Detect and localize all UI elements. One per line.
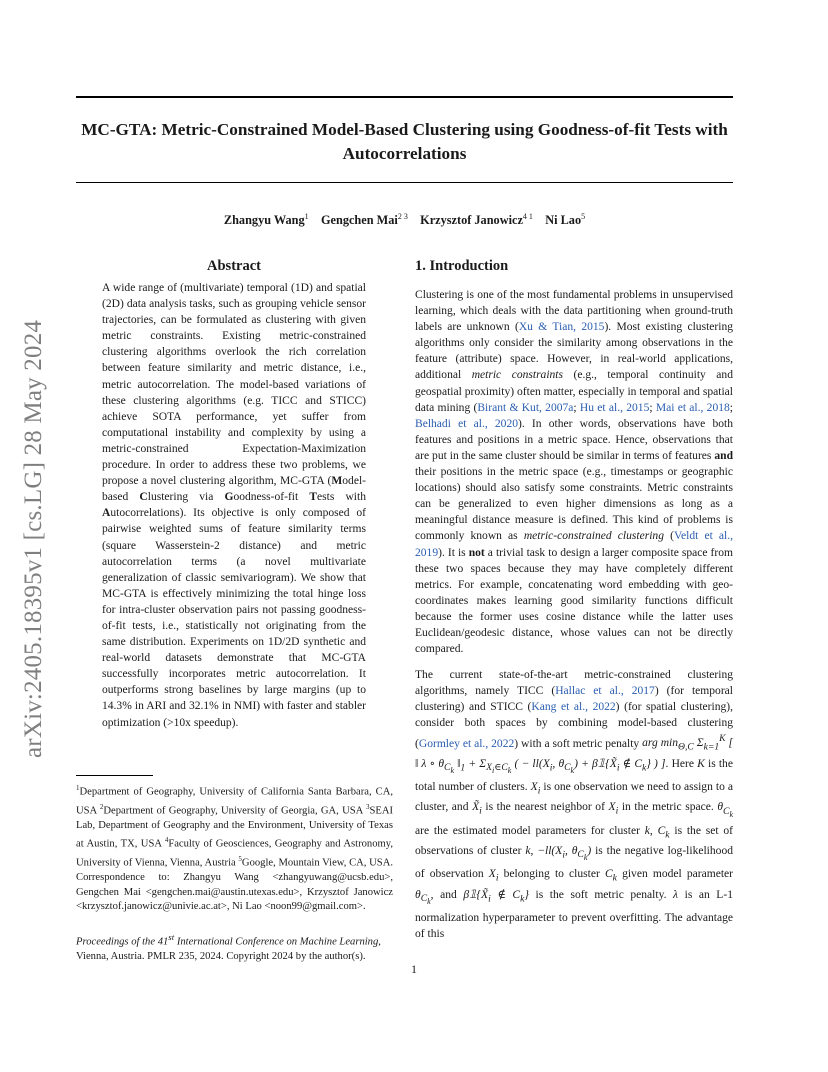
citation-link[interactable]: Kang et al., 2022: [531, 701, 616, 714]
author-name: Krzysztof Janowicz: [420, 213, 523, 228]
title-rule-top: [76, 96, 733, 98]
author-affiliation: 4 1: [522, 212, 533, 221]
citation-link[interactable]: Birant & Kut, 2007a: [477, 401, 574, 414]
introduction-column: [415, 287, 733, 952]
citation-link[interactable]: Gormley et al., 2022: [418, 737, 515, 750]
proceedings-notice: Proceedings of the 41st International Conference on Machine Learning, Vienna, Austria. PMLR 235, 2024. Copyright 2024 by the author(s).: [76, 932, 381, 962]
intro-paragraph-2: The current state-of-the-art metric-constrained clustering algorithms, namely TICC (Hallac et al., 2017) (for temporal clustering) and STICC (Kang et al., 2022) (for spatial clustering), consider both spaces by combining model-based clustering (Gormley et al., 2022) with a soft metric penalty arg $\min_{\Theta,C} \Sigma_{k=1}^K$ [ ‖ λ ∘ $\theta_{C_k}$ $‖_1 + \Sigma_{X_i\in C_k}$ ( − $ll(X_i$, $\theta_{C_k}$) + $\beta 𝟙\{X̃_i$ ∉ $C_k$} ) ]. Here K is the total number of clusters. $X_i$ is one observation we need to assign to a cluster, and $X̃_i$ is the nearest neighbor of $X_i$ in the metric space. $\theta_{C_k}$ are the estimated model parameters for cluster k, $C_k$ is the set of observations of cluster k, $-ll(X_i$, $\theta_{C_k}$) is the negative log-likelihood of observation $X_i$ belonging to cluster $C_k$ given model parameter $\theta_{C_k}$, and $\beta 𝟙\{X̃_i$ ∉ $C_k$} is the soft metric penalty. λ is an L-1 normalization hyperparameter to prevent overfitting. The advantage of this: [415, 669, 734, 941]
citation-link[interactable]: Veldt et al., 2019: [415, 530, 734, 559]
footnote-divider: [76, 775, 153, 776]
abstract-body: A wide range of (multivariate) temporal (1D) and spatial (2D) data analysis tasks, such as grouping vehicle sensor trajectories, can be formulated as clustering with given metric constraints. Existing metric-constrained clustering algorithms overlook the rich correlation between feature similarity and metric distance, i.e., metric autocorrelation. The model-based variations of these clustering algorithms (e.g. TICC and STICC) achieve SOTA performance, yet suffer from computational instability and complexity by using a metric-constrained Expectation-Maximization procedure. In order to address these two problems, we propose a novel clustering algorithm, MC-GTA (Model-based Clustering via Goodness-of-fit Tests with Autocorrelations). Its objective is only composed of pairwise weighted sums of feature similarity terms (square Wasserstein-2 distance) and metric autocorrelation terms (a novel multivariate generalization of classic semivariogram). We show that MC-GTA is effectively minimizing the total hinge loss for intra-cluster observation pairs not passing goodness-of-fit tests, i.e., statistically not originating from the same distribution. Experiments on 1D/2D synthetic and real-world datasets demonstrate that MC-GTA successfully incorporates metric autocorrelation. It outperforms strong baselines by large margins (up to 14.3% in ARI and 32.1% in NMI) with faster and stabler optimization (>10x speedup).: [102, 282, 366, 729]
author-name: Zhangyu Wang: [223, 213, 305, 228]
author-name: Gengchen Mai: [320, 213, 398, 228]
author-name: Ni Lao: [545, 213, 582, 228]
author-affiliation: 5: [581, 212, 586, 221]
citation-link[interactable]: Mai et al., 2018: [655, 401, 730, 414]
author-affiliation: 1: [304, 212, 309, 221]
arxiv-identifier-stamp: arXiv:2405.18395v1 [cs.LG] 28 May 2024: [20, 319, 47, 758]
author-list: [76, 212, 733, 228]
citation-link[interactable]: Hallac et al., 2017: [555, 685, 655, 698]
paper-title: MC-GTA: Metric-Constrained Model-Based Clustering using Goodness-of-fit Tests with Autocorrelations: [81, 120, 728, 163]
objective-equation: arg $\min_{\Theta,C} \Sigma_{k=1}^K$ [ ‖ λ ∘ $\theta_{C_k}$ $‖_1 + \Sigma_{X_i\in C_k}$ ( − $ll(X_i$, $\theta_{C_k}$) + $\beta 𝟙\{X̃_i$ ∉ $C_k$} ) ]: [415, 733, 734, 775]
author-affiliation: 2 3: [397, 212, 408, 221]
abstract-heading: Abstract: [207, 258, 261, 274]
affiliation-footnotes: $^1$Department of Geography, University of California Santa Barbara, CA, USA $^2$Department of Geography, University of Georgia, GA, USA $^3$SEAI Lab, Department of Geography and the Environment, University of Texas at Austin, TX, USA $^4$Faculty of Geosciences, Geography and Astronomy, University of Vienna, Vienna, Austria $^5$Google, Mountain View, CA, USA. Correspondence to: Zhangyu Wang <zhangyuwang@ucsb.edu>, Gengchen Mai <gengchen.mai@austin.utexas.edu>, Krzysztof Janowicz <krzysztof.janowicz@univie.ac.at>, Ni Lao <noon99@gmail.com>.: [76, 784, 393, 912]
intro-paragraph-1: Clustering is one of the most fundamental problems in unsupervised learning, which deals with the data partitioning when ground-truth labels are unknown (Xu & Tian, 2015). Most existing clustering algorithms only consider the similarity among observations in the feature (attribute) space. However, in real-world applications, additional metric constraints (e.g., temporal continuity and geospatial proximity) often matter, especially in temporal and spatial data mining (Birant & Kut, 2007a; Hu et al., 2015; Mai et al., 2018; Belhadi et al., 2020). In other words, observations have both features and positions in a metric space. Hence, observations that are put in the same cluster should be similar in terms of features and their positions in the metric space (e.g., timestamps or geographic locations) should also satisfy some constraints. Metric constraints can be generalized to even higher dimensions as long as a meaningful distance measure is defined. This kind of problems is commonly known as metric-constrained clustering (Veldt et al., 2019). It is not a trivial task to design a larger composite space from these two spaces because they may have completely different metrics. For example, concatenating word embedding with geo-coordinates makes learning good similarity functions difficult because the former uses cosine distance while the latter uses Euclidean/geodesic distance, whose values can not be directly compared.: [415, 289, 734, 656]
citation-link[interactable]: Xu & Tian, 2015: [518, 321, 605, 334]
citation-link[interactable]: Belhadi et al., 2020: [415, 417, 519, 430]
page-number: 1: [411, 962, 417, 976]
title-rule-bottom: [76, 182, 733, 183]
citation-link[interactable]: Hu et al., 2015: [579, 401, 650, 414]
introduction-heading: 1. Introduction: [415, 258, 509, 274]
